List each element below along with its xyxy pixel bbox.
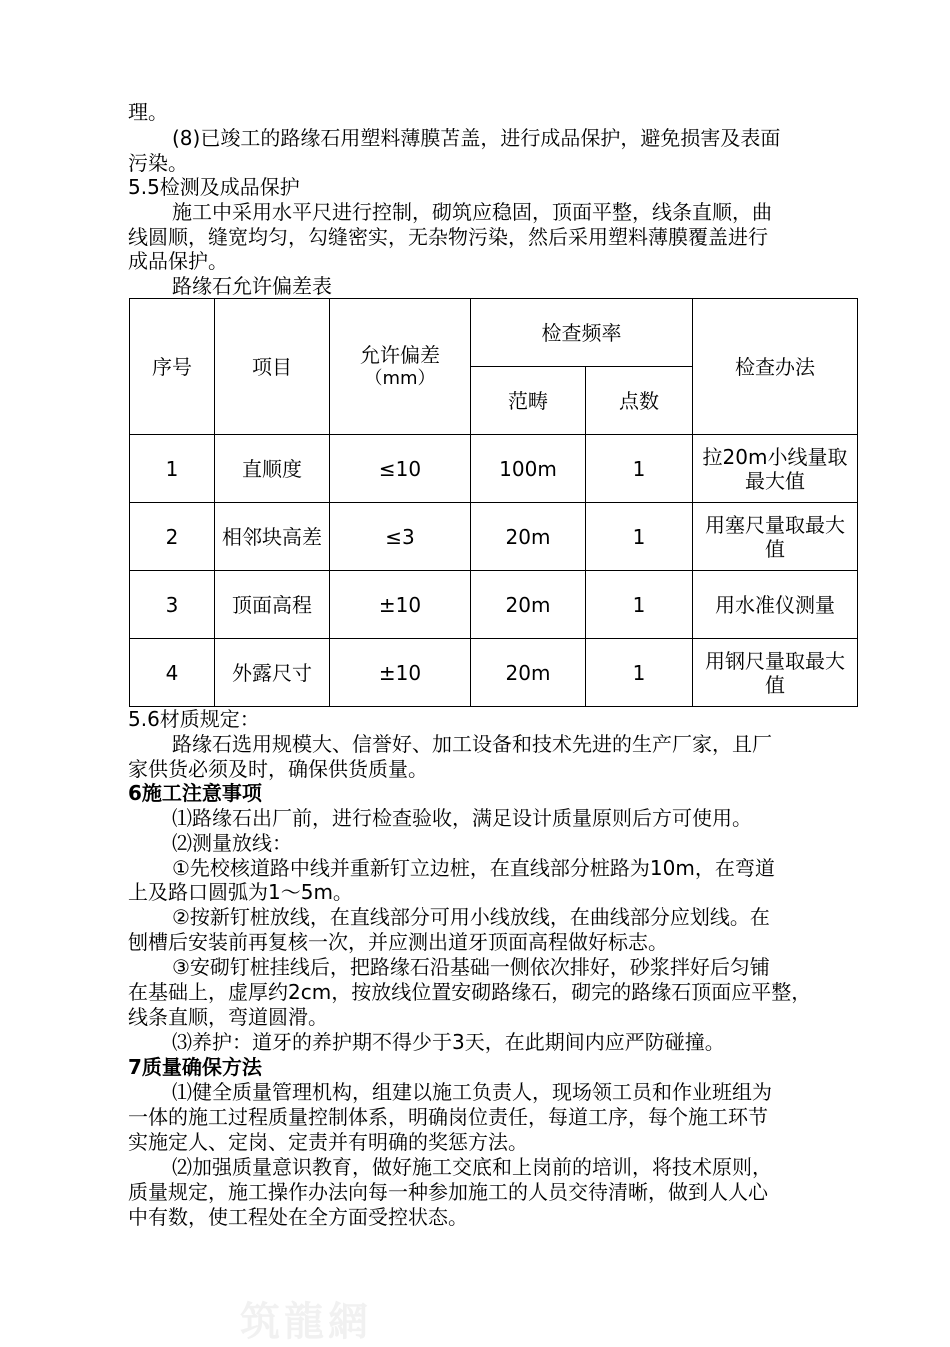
cell-seq: 4	[130, 639, 215, 707]
section-heading: 5.5检测及成品保护	[128, 175, 300, 199]
table-row	[130, 435, 858, 503]
line: ②按新钉桩放线，在直线部分可用小线放线，在曲线部分应划线。在	[172, 905, 770, 929]
header-seq: 序号	[130, 299, 215, 435]
table-row	[130, 503, 858, 571]
table-caption: 路缘石允许偏差表	[172, 274, 332, 298]
line: ⑵加强质量意识教育，做好施工交底和上岗前的培训，将技术原则，	[172, 1155, 772, 1179]
line: 家供货必须及时，确保供货质量。	[128, 757, 428, 781]
line: 刨槽后安装前再复核一次，并应测出道牙顶面高程做好标志。	[128, 930, 668, 954]
section-heading: 6施工注意事项	[128, 781, 262, 805]
cell-method: 用塞尺量取最大值	[693, 503, 858, 571]
cell-range: 20m	[471, 639, 586, 707]
line: 施工中采用水平尺进行控制，砌筑应稳固，顶面平整，线条直顺，曲	[172, 200, 772, 224]
header-points: 点数	[586, 367, 693, 435]
header-frequency: 检查频率	[471, 299, 693, 367]
cell-method: 拉20m小线量取最大值	[693, 435, 858, 503]
line: 在基础上，虚厚约2cm，按放线位置安砌路缘石，砌完的路缘石顶面应平整，	[128, 980, 812, 1004]
cell-tolerance: ≤3	[330, 503, 471, 571]
header-range: 范畴	[471, 367, 586, 435]
cell-range: 20m	[471, 503, 586, 571]
cell-points: 1	[586, 571, 693, 639]
line: 污染。	[128, 151, 188, 175]
cell-points: 1	[586, 639, 693, 707]
cell-seq: 2	[130, 503, 215, 571]
line: (8)已竣工的路缘石用塑料薄膜苫盖，进行成品保护，避免损害及表面	[172, 126, 781, 150]
cell-item: 外露尺寸	[215, 639, 330, 707]
cell-tolerance: ≤10	[330, 435, 471, 503]
cell-range: 100m	[471, 435, 586, 503]
cell-tolerance: ±10	[330, 571, 471, 639]
line: ⑴路缘石出厂前，进行检查验收，满足设计质量原则后方可使用。	[172, 806, 752, 830]
line: ⑴健全质量管理机构，组建以施工负责人，现场领工员和作业班组为	[172, 1080, 772, 1104]
line: 一体的施工过程质量控制体系，明确岗位责任，每道工序，每个施工环节	[128, 1105, 768, 1129]
line: 成品保护。	[128, 249, 228, 273]
section-heading: 5.6材质规定：	[128, 707, 260, 731]
cell-method: 用水准仪测量	[693, 571, 858, 639]
line: 线条直顺，弯道圆滑。	[128, 1005, 328, 1029]
cell-points: 1	[586, 435, 693, 503]
header-tolerance-unit: （mm）	[364, 367, 436, 389]
header-tolerance-label: 允许偏差	[360, 342, 440, 367]
cell-points: 1	[586, 503, 693, 571]
line: ①先校核道路中线并重新钉立边桩，在直线部分桩路为10m，在弯道	[172, 856, 775, 880]
line: 实施定人、定岗、定责并有明确的奖惩方法。	[128, 1130, 528, 1154]
line: ③安砌钉桩挂线后，把路缘石沿基础一侧依次排好，砂浆拌好后匀铺	[172, 955, 770, 979]
line: ⑶养护：道牙的养护期不得少于3天，在此期间内应严防碰撞。	[172, 1030, 725, 1054]
line: 线圆顺，缝宽均匀，勾缝密实，无杂物污染，然后采用塑料薄膜覆盖进行	[128, 225, 768, 249]
cell-seq: 1	[130, 435, 215, 503]
line: ⑵测量放线：	[172, 831, 292, 855]
cell-seq: 3	[130, 571, 215, 639]
header-tolerance	[330, 299, 471, 435]
cell-range: 20m	[471, 571, 586, 639]
cell-tolerance: ±10	[330, 639, 471, 707]
cell-item: 直顺度	[215, 435, 330, 503]
cell-item: 顶面高程	[215, 571, 330, 639]
line: 中有数，使工程处在全方面受控状态。	[128, 1205, 468, 1229]
line: 路缘石选用规模大、信誉好、加工设备和技术先进的生产厂家，且厂	[172, 732, 772, 756]
header-method: 检查办法	[693, 299, 858, 435]
watermark: 筑龍網	[240, 1298, 372, 1345]
table-row	[130, 639, 858, 707]
line: 理。	[128, 100, 168, 124]
tolerance-table	[129, 298, 858, 707]
cell-method: 用钢尺量取最大值	[693, 639, 858, 707]
table-row	[130, 571, 858, 639]
cell-item: 相邻块高差	[215, 503, 330, 571]
section-heading: 7质量确保方法	[128, 1055, 262, 1079]
line: 上及路口圆弧为1～5m。	[128, 880, 353, 904]
header-item: 项目	[215, 299, 330, 435]
line: 质量规定，施工操作办法向每一种参加施工的人员交待清晰，做到人人心	[128, 1180, 768, 1204]
